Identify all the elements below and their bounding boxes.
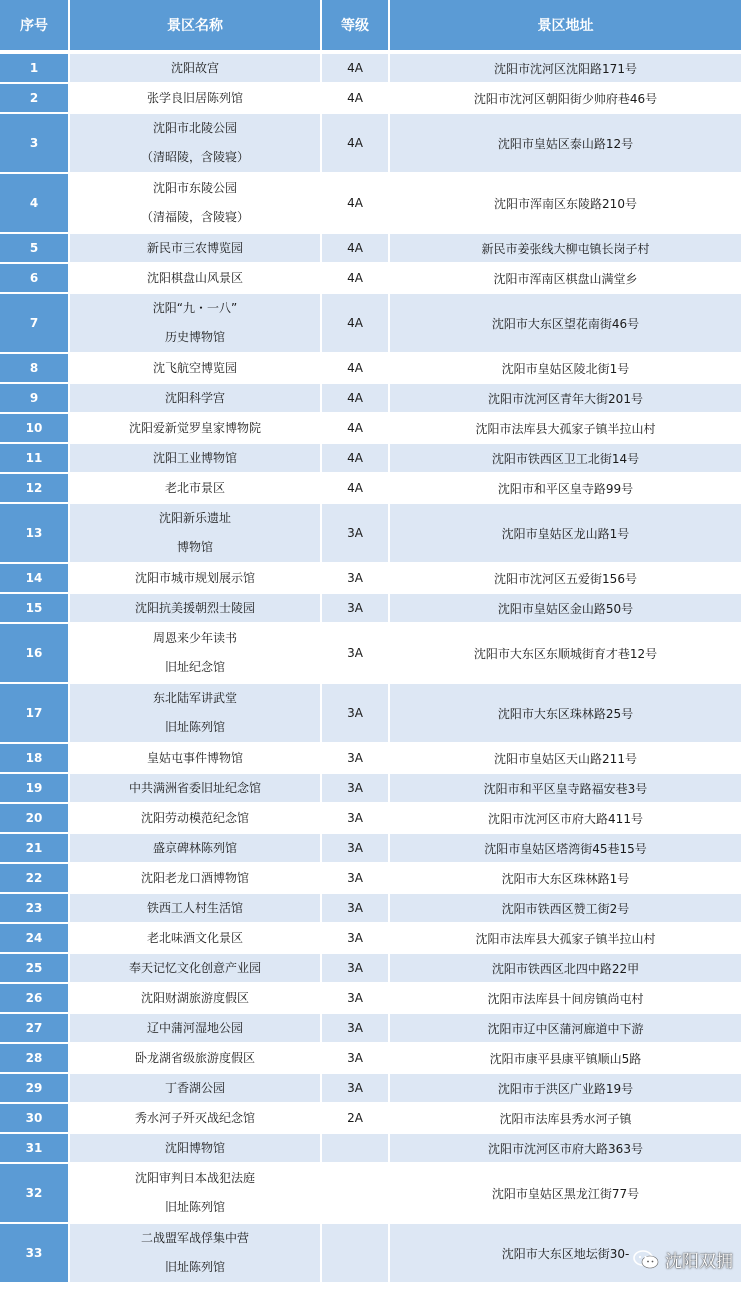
spot-name bbox=[70, 114, 320, 172]
spot-name-line: （清昭陵，含陵寝） bbox=[140, 150, 249, 164]
spot-name-line: 卧龙湖省级旅游度假区 bbox=[134, 1050, 255, 1065]
spot-name-line: 沈阳审判日本战犯法庭 bbox=[134, 1171, 255, 1185]
spot-grade: 3A bbox=[322, 864, 388, 892]
spot-name bbox=[70, 894, 320, 922]
row-number: 15 bbox=[0, 594, 68, 622]
table-row bbox=[0, 234, 741, 262]
watermark-text: 沈阳双拥 bbox=[665, 1252, 733, 1272]
spot-address: 沈阳市沈河区朝阳街少帅府巷46号 bbox=[390, 84, 741, 112]
spot-grade: 4A bbox=[322, 294, 388, 352]
spot-address: 沈阳市皇姑区陵北街1号 bbox=[390, 354, 741, 382]
spot-address: 沈阳市皇姑区金山路50号 bbox=[390, 594, 741, 622]
spot-name-line: 老北市景区 bbox=[164, 480, 225, 495]
spot-grade: 2A bbox=[322, 1104, 388, 1132]
spot-name-line: 沈阳故宫 bbox=[170, 60, 219, 75]
spot-name-line: 沈阳市城市规划展示馆 bbox=[134, 570, 255, 585]
spot-name-line: 沈阳工业博物馆 bbox=[152, 450, 237, 465]
spot-name-line: 中共满洲省委旧址纪念馆 bbox=[128, 780, 261, 795]
row-number: 3 bbox=[0, 114, 68, 172]
table-row bbox=[0, 984, 741, 1012]
spot-name bbox=[70, 234, 320, 262]
table-row bbox=[0, 1074, 741, 1102]
spot-name bbox=[70, 264, 320, 292]
spot-address: 沈阳市铁西区赞工街2号 bbox=[390, 894, 741, 922]
spot-grade: 4A bbox=[322, 474, 388, 502]
spot-name-line: 铁西工人村生活馆 bbox=[146, 900, 243, 915]
row-number: 1 bbox=[0, 54, 68, 82]
spot-address: 沈阳市法库县秀水河子镇 bbox=[390, 1104, 741, 1132]
row-number: 21 bbox=[0, 834, 68, 862]
table-row bbox=[0, 1044, 741, 1072]
table-row bbox=[0, 624, 741, 682]
table-row bbox=[0, 84, 741, 112]
table-row bbox=[0, 294, 741, 352]
table-row bbox=[0, 414, 741, 442]
spot-name-line: 博物馆 bbox=[176, 540, 213, 554]
spot-address: 沈阳市铁西区北四中路22甲 bbox=[390, 954, 741, 982]
row-number: 7 bbox=[0, 294, 68, 352]
table-row bbox=[0, 924, 741, 952]
table-row bbox=[0, 1134, 741, 1162]
spot-name-line: 沈阳科学宫 bbox=[164, 390, 225, 405]
spot-grade: 3A bbox=[322, 504, 388, 562]
spot-grade: 4A bbox=[322, 354, 388, 382]
spot-grade: 4A bbox=[322, 114, 388, 172]
table-row bbox=[0, 684, 741, 742]
spot-grade: 3A bbox=[322, 834, 388, 862]
spot-name bbox=[70, 594, 320, 622]
row-number: 20 bbox=[0, 804, 68, 832]
spot-name-line: 旧址陈列馆 bbox=[164, 720, 225, 734]
spot-address: 沈阳市法库县十间房镇尚屯村 bbox=[390, 984, 741, 1012]
spot-address: 沈阳市康平县康平镇顺山5路 bbox=[390, 1044, 741, 1072]
spot-name bbox=[70, 924, 320, 952]
header-no: 序号 bbox=[0, 0, 68, 50]
watermark bbox=[633, 1247, 733, 1272]
header-address: 景区地址 bbox=[390, 0, 741, 50]
row-number: 30 bbox=[0, 1104, 68, 1132]
spot-address: 沈阳市铁西区卫工北街14号 bbox=[390, 444, 741, 472]
table-row bbox=[0, 834, 741, 862]
table-row bbox=[0, 594, 741, 622]
spot-grade: 4A bbox=[322, 384, 388, 412]
spot-name bbox=[70, 984, 320, 1012]
spot-name bbox=[70, 54, 320, 82]
spot-name-line: 旧址陈列馆 bbox=[164, 1200, 225, 1214]
spot-grade: 3A bbox=[322, 774, 388, 802]
row-number: 31 bbox=[0, 1134, 68, 1162]
spot-name-line: 沈阳爱新觉罗皇家博物院 bbox=[128, 420, 261, 435]
spot-name bbox=[70, 1014, 320, 1042]
row-number: 2 bbox=[0, 84, 68, 112]
spot-address: 新民市姜张线大柳屯镇长岗子村 bbox=[390, 234, 741, 262]
row-number: 28 bbox=[0, 1044, 68, 1072]
spot-grade: 3A bbox=[322, 894, 388, 922]
spot-grade: 4A bbox=[322, 54, 388, 82]
spot-grade: 4A bbox=[322, 414, 388, 442]
spot-name-line: 周恩来少年读书 bbox=[152, 631, 237, 645]
spot-name-line: 辽中蒲河湿地公园 bbox=[146, 1020, 243, 1035]
table-row bbox=[0, 564, 741, 592]
row-number: 16 bbox=[0, 624, 68, 682]
row-number: 32 bbox=[0, 1164, 68, 1222]
spot-name bbox=[70, 84, 320, 112]
spot-name bbox=[70, 864, 320, 892]
spot-grade: 4A bbox=[322, 264, 388, 292]
spot-grade: 3A bbox=[322, 1074, 388, 1102]
table-row bbox=[0, 354, 741, 382]
spot-address: 沈阳市沈河区沈阳路171号 bbox=[390, 54, 741, 82]
spot-name-line: 沈阳老龙口酒博物馆 bbox=[140, 870, 249, 885]
spot-name bbox=[70, 684, 320, 742]
spot-grade bbox=[322, 1134, 388, 1162]
spot-address: 沈阳市沈河区市府大路363号 bbox=[390, 1134, 741, 1162]
row-number: 10 bbox=[0, 414, 68, 442]
table-row bbox=[0, 894, 741, 922]
spot-name-line: 秀水河子歼灭战纪念馆 bbox=[134, 1110, 255, 1125]
spot-address: 沈阳市法库县大孤家子镇半拉山村 bbox=[390, 414, 741, 442]
spot-address: 沈阳市皇姑区天山路211号 bbox=[390, 744, 741, 772]
spot-name bbox=[70, 444, 320, 472]
spot-name-line: 丁香湖公园 bbox=[164, 1080, 225, 1095]
spot-name-line: 旧址纪念馆 bbox=[164, 660, 225, 674]
spot-name-line: （清福陵，含陵寝） bbox=[140, 210, 249, 224]
spot-name bbox=[70, 294, 320, 352]
row-number: 23 bbox=[0, 894, 68, 922]
row-number: 33 bbox=[0, 1224, 68, 1282]
spot-grade bbox=[322, 1224, 388, 1282]
spot-grade: 3A bbox=[322, 594, 388, 622]
spot-grade: 4A bbox=[322, 444, 388, 472]
spot-address: 沈阳市沈河区市府大路411号 bbox=[390, 804, 741, 832]
spot-grade: 3A bbox=[322, 984, 388, 1012]
spot-name-line: 沈飞航空博览园 bbox=[152, 360, 237, 375]
spot-name bbox=[70, 354, 320, 382]
row-number: 25 bbox=[0, 954, 68, 982]
spot-grade: 3A bbox=[322, 924, 388, 952]
spot-grade: 3A bbox=[322, 1044, 388, 1072]
table-row bbox=[0, 264, 741, 292]
spot-name-line: 盛京碑林陈列馆 bbox=[152, 840, 237, 855]
spot-name-line: 沈阳“九・一八” bbox=[152, 301, 238, 315]
spot-name-line: 二战盟军战俘集中营 bbox=[140, 1231, 249, 1245]
spot-name bbox=[70, 744, 320, 772]
table-row bbox=[0, 54, 741, 82]
spot-grade: 3A bbox=[322, 744, 388, 772]
spot-name-line: 沈阳市北陵公园 bbox=[152, 121, 237, 135]
row-number: 5 bbox=[0, 234, 68, 262]
spot-name bbox=[70, 624, 320, 682]
row-number: 24 bbox=[0, 924, 68, 952]
spot-grade: 3A bbox=[322, 624, 388, 682]
spot-address: 沈阳市皇姑区龙山路1号 bbox=[390, 504, 741, 562]
spot-address: 沈阳市沈河区五爱街156号 bbox=[390, 564, 741, 592]
spot-name-line: 新民市三农博览园 bbox=[146, 240, 243, 255]
spot-address: 沈阳市皇姑区黑龙江街77号 bbox=[390, 1164, 741, 1222]
table-row bbox=[0, 474, 741, 502]
spot-name bbox=[70, 504, 320, 562]
row-number: 26 bbox=[0, 984, 68, 1012]
spot-name bbox=[70, 474, 320, 502]
row-number: 4 bbox=[0, 174, 68, 232]
table-row bbox=[0, 864, 741, 892]
spot-address: 沈阳市皇姑区泰山路12号 bbox=[390, 114, 741, 172]
header-name: 景区名称 bbox=[70, 0, 320, 50]
spot-grade: 4A bbox=[322, 174, 388, 232]
spot-address: 沈阳市和平区皇寺路福安巷3号 bbox=[390, 774, 741, 802]
spot-name bbox=[70, 1134, 320, 1162]
spot-name bbox=[70, 804, 320, 832]
spot-name bbox=[70, 954, 320, 982]
row-number: 18 bbox=[0, 744, 68, 772]
row-number: 17 bbox=[0, 684, 68, 742]
table-row bbox=[0, 114, 741, 172]
spot-grade: 3A bbox=[322, 954, 388, 982]
spot-address: 沈阳市浑南区东陵路210号 bbox=[390, 174, 741, 232]
row-number: 9 bbox=[0, 384, 68, 412]
spot-address: 沈阳市大东区东顺城街育才巷12号 bbox=[390, 624, 741, 682]
spot-name-line: 奉天记忆文化创意产业园 bbox=[128, 960, 261, 975]
table-row bbox=[0, 804, 741, 832]
row-number: 8 bbox=[0, 354, 68, 382]
table-row bbox=[0, 1164, 741, 1222]
table-header bbox=[0, 0, 741, 50]
spot-address: 沈阳市和平区皇寺路99号 bbox=[390, 474, 741, 502]
spot-name bbox=[70, 834, 320, 862]
spot-name bbox=[70, 414, 320, 442]
spot-name bbox=[70, 1224, 320, 1282]
spot-address: 沈阳市沈河区青年大街201号 bbox=[390, 384, 741, 412]
row-number: 19 bbox=[0, 774, 68, 802]
header-grade: 等级 bbox=[322, 0, 388, 50]
table-row bbox=[0, 504, 741, 562]
spot-name-line: 东北陆军讲武堂 bbox=[152, 691, 237, 705]
spot-name bbox=[70, 774, 320, 802]
spot-grade bbox=[322, 1164, 388, 1222]
spot-name-line: 沈阳抗美援朝烈士陵园 bbox=[134, 600, 255, 615]
table-row bbox=[0, 1224, 741, 1282]
spot-name-line: 沈阳财湖旅游度假区 bbox=[140, 990, 249, 1005]
row-number: 22 bbox=[0, 864, 68, 892]
table-row bbox=[0, 174, 741, 232]
spot-grade: 4A bbox=[322, 84, 388, 112]
row-number: 11 bbox=[0, 444, 68, 472]
table-row bbox=[0, 1104, 741, 1132]
spot-address: 沈阳市大东区地坛街30- bbox=[390, 1224, 741, 1282]
row-number: 27 bbox=[0, 1014, 68, 1042]
spot-name bbox=[70, 1074, 320, 1102]
spot-name-line: 老北味酒文化景区 bbox=[146, 930, 243, 945]
spot-grade: 3A bbox=[322, 564, 388, 592]
table-row bbox=[0, 954, 741, 982]
spot-address: 沈阳市大东区珠林路25号 bbox=[390, 684, 741, 742]
spot-name bbox=[70, 1104, 320, 1132]
table-row bbox=[0, 1014, 741, 1042]
spot-grade: 3A bbox=[322, 804, 388, 832]
spot-grade: 3A bbox=[322, 1014, 388, 1042]
spot-address: 沈阳市于洪区广业路19号 bbox=[390, 1074, 741, 1102]
spot-address: 沈阳市辽中区蒲河廊道中下游 bbox=[390, 1014, 741, 1042]
spot-name-line: 沈阳博物馆 bbox=[164, 1140, 225, 1155]
spot-name-line: 旧址陈列馆 bbox=[164, 1260, 225, 1274]
table-row bbox=[0, 744, 741, 772]
wechat-icon bbox=[633, 1250, 659, 1270]
row-number: 14 bbox=[0, 564, 68, 592]
spot-address: 沈阳市皇姑区塔湾街45巷15号 bbox=[390, 834, 741, 862]
spot-name bbox=[70, 384, 320, 412]
spot-grade: 3A bbox=[322, 684, 388, 742]
spot-name bbox=[70, 174, 320, 232]
spot-name-line: 沈阳棋盘山风景区 bbox=[146, 270, 243, 285]
row-number: 29 bbox=[0, 1074, 68, 1102]
row-number: 12 bbox=[0, 474, 68, 502]
spot-name-line: 皇姑屯事件博物馆 bbox=[146, 750, 243, 765]
spot-address: 沈阳市浑南区棋盘山满堂乡 bbox=[390, 264, 741, 292]
spot-address: 沈阳市法库县大孤家子镇半拉山村 bbox=[390, 924, 741, 952]
table-row bbox=[0, 774, 741, 802]
spot-name-line: 沈阳新乐遗址 bbox=[158, 511, 231, 525]
spot-name bbox=[70, 1044, 320, 1072]
spot-address: 沈阳市大东区望花南街46号 bbox=[390, 294, 741, 352]
table-row bbox=[0, 384, 741, 412]
table-row bbox=[0, 444, 741, 472]
row-number: 13 bbox=[0, 504, 68, 562]
spot-name bbox=[70, 1164, 320, 1222]
spot-name-line: 沈阳市东陵公园 bbox=[152, 181, 237, 195]
spot-name-line: 沈阳劳动模范纪念馆 bbox=[140, 810, 249, 825]
spot-name-line: 历史博物馆 bbox=[164, 330, 225, 344]
spot-name bbox=[70, 564, 320, 592]
spot-address: 沈阳市大东区珠林路1号 bbox=[390, 864, 741, 892]
row-number: 6 bbox=[0, 264, 68, 292]
spot-grade: 4A bbox=[322, 234, 388, 262]
spot-name-line: 张学良旧居陈列馆 bbox=[146, 90, 243, 105]
